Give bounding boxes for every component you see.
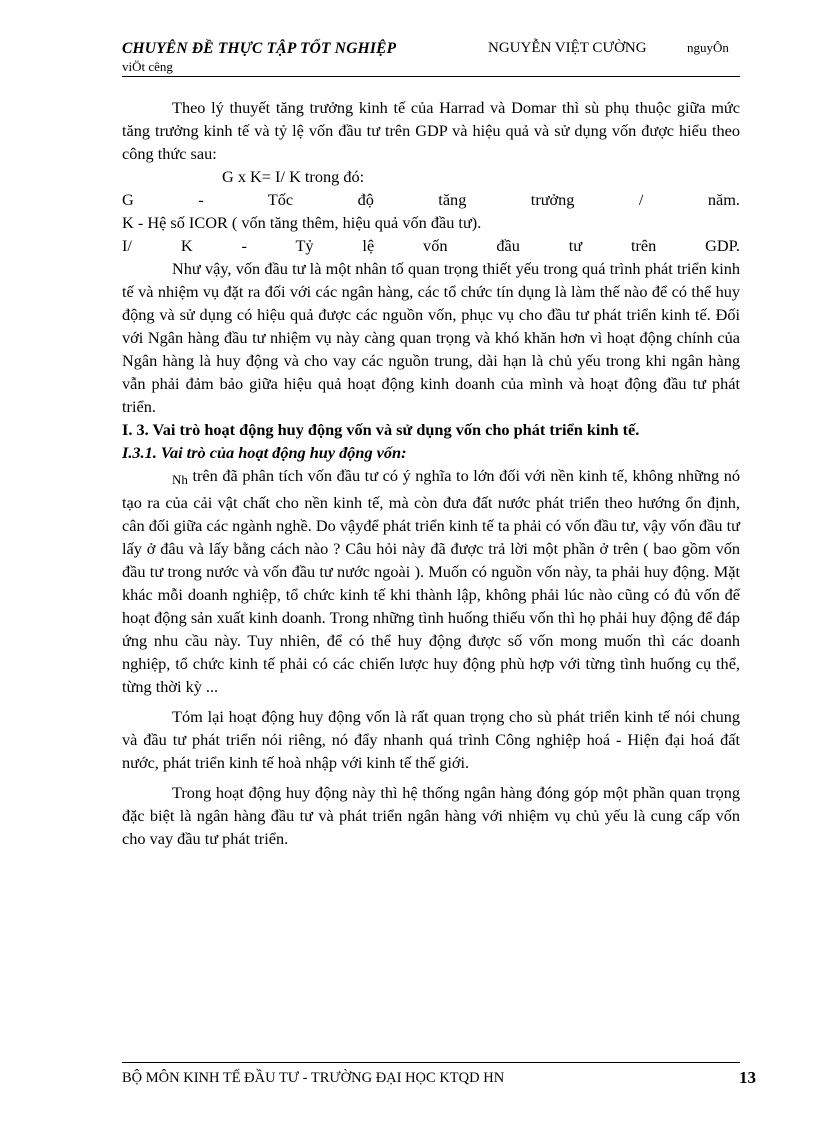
document-body: [122, 96, 740, 850]
page-footer: [122, 1062, 756, 1093]
header-garbled-subline: viÖt cêng: [122, 59, 173, 74]
paragraph-lead-word: Nh: [172, 472, 188, 487]
footer-department: BỘ MÔN KINH TẾ ĐẦU TƯ - TRƯỜNG ĐẠI HỌC KTQD HN: [122, 1070, 505, 1086]
paragraph-investment-role: Như vậy, vốn đầu tư là một nhân tố quan trọng thiết yếu trong quá trình phát triển kinh tế và nhiệm vụ đặt ra đối với các ngân hàng, các tổ chức tín dụng là làm thế nào để có thể huy động và sử dụng có hiệu quả được các nguồn vốn, phục vụ cho đầu tư phát triển kinh tế. Đối với Ngân hàng đầu tư nhiệm vụ này càng quan trọng và khó khăn hơn vì hoạt động chính của Ngân hàng là huy động và cho vay các nguồn trung, dài hạn là chủ yếu trong khi ngân hàng vẫn phải đảm bảo giữa hiệu quả hoạt động kinh doanh của mình và hoạt động đầu tư phát triển.: [122, 259, 740, 416]
definition-i-k: I/ K - Tỷ lệ vốn đầu tư trên GDP.: [122, 236, 740, 255]
definition-k: K - Hệ số ICOR ( vốn tăng thêm, hiệu quả vốn đầu tư).: [122, 213, 482, 232]
page-number: 13: [739, 1068, 756, 1087]
paragraph-capital-mobilization-text: trên đã phân tích vốn đầu tư có ý nghĩa to lớn đối với nền kinh tế, không những nó tạo ra của cải vật chất cho nền kinh tế, mà còn đưa đất nước phát triển theo hướng ổn định, cân đối giữa các ngành nghề. Do vậyđể phát triển kinh tế ta phải có vốn đầu tư, vậy vốn đầu tư lấy ở đâu và lấy bằng cách nào ? Câu hỏi này đã được trả lời một phần ở trên ( bao gồm vốn đầu tư trong nước và vốn đầu tư nước ngoài ). Muốn có nguồn vốn này, ta phải huy động. Mặt khác mỗi doanh nghiệp, tổ chức kinh tế khi thành lập, không phải lúc nào cũng có đủ vốn để hoạt động sản xuất kinh doanh. Trong những tình huống thiếu vốn thì họ phải huy động để đáp ứng nhu cầu này. Tuy nhiên, để có thể huy động được số vốn mong muốn thì các doanh nghiệp, tổ chức kinh tế phải có các chiến lược huy động phù hợp với từng tình huống cụ thể, từng thời kỳ ...: [122, 466, 740, 696]
section-heading: I. 3. Vai trò hoạt động huy động vốn và sử dụng vốn cho phát triển kinh tế.: [122, 420, 640, 439]
header-garbled-name: nguyÔn: [687, 40, 729, 55]
paragraph-harrod-domar: Theo lý thuyết tăng trưởng kinh tế của Harrad và Domar thì sù phụ thuộc giữa mức tăng trưởng kinh tế và tỷ lệ vốn đầu tư trên GDP và hiệu quả và sử dụng vốn được hiểu theo công thức sau:: [122, 98, 740, 163]
paragraph-banking-system: Trong hoạt động huy động này thì hệ thống ngân hàng đóng góp một phần quan trọng đặc biệt là ngân hàng đầu tư và phát triển ngân hàng với nhiệm vụ chủ yếu là cung cấp vốn cho vay đầu tư phát triển.: [122, 783, 740, 848]
definition-g: G - Tốc độ tăng trưởng / năm.: [122, 190, 740, 209]
subsection-heading: I.3.1. Vai trò của hoạt động huy động vốn:: [122, 443, 407, 462]
paragraph-capital-mobilization: [122, 464, 740, 698]
page-header: [122, 38, 740, 77]
paragraph-summary: Tóm lại hoạt động huy động vốn là rất quan trọng cho sù phát triển kinh tế nói chung và đầu tư phát triển nói riêng, nó đẩy nhanh quá trình Công nghiệp hoá - Hiện đại hoá đất nước, phát triển kinh tế hoà nhập với kinh tế thế giới.: [122, 707, 740, 772]
formula-line: G x K= I/ K trong đó:: [222, 167, 365, 186]
header-title: CHUYÊN ĐỀ THỰC TẬP TỐT NGHIỆP: [122, 40, 397, 57]
header-author: NGUYỄN VIỆT CƯỜNG: [488, 40, 647, 56]
